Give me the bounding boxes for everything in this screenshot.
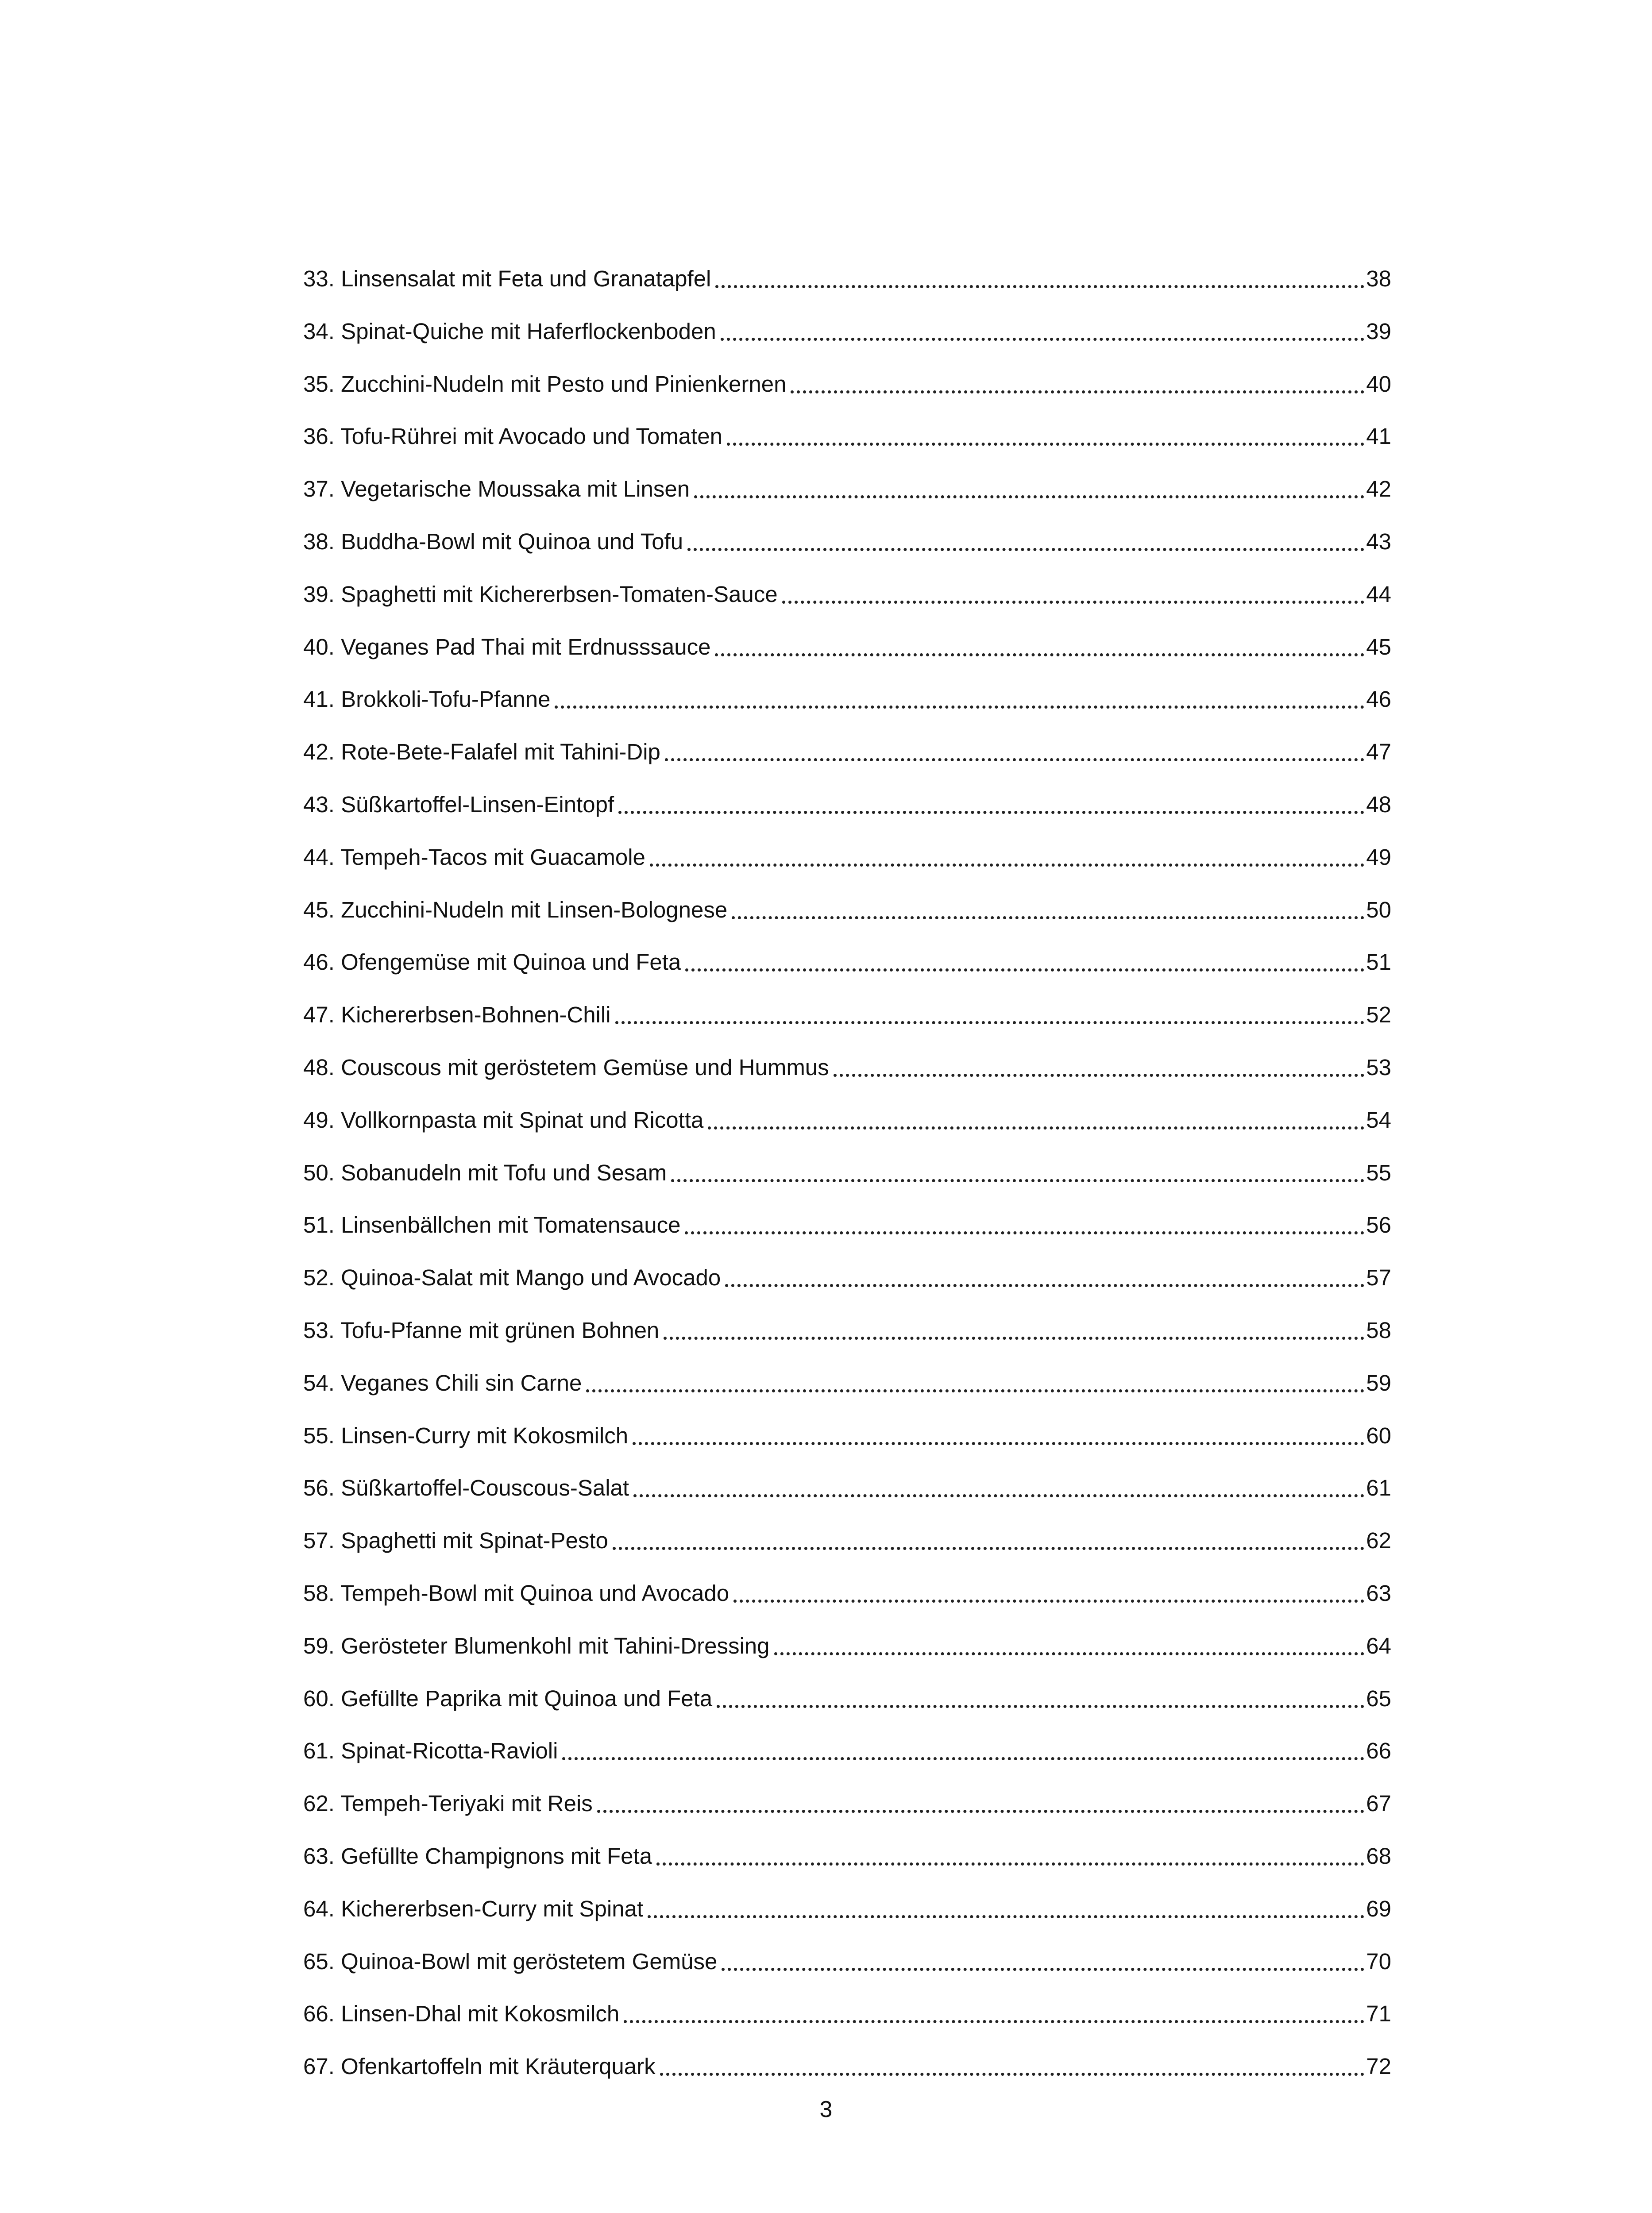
toc-entry-title: 59. Gerösteter Blumenkohl mit Tahini-Dressing [303, 1633, 770, 1658]
toc-entry-title: 41. Brokkoli-Tofu-Pfanne [303, 686, 551, 712]
toc-entry-page: 71 [1366, 2001, 1391, 2027]
toc-dot-leader [613, 1547, 1364, 1550]
toc-dot-leader [671, 1179, 1364, 1182]
toc-entry-title: 45. Zucchini-Nudeln mit Linsen-Bolognese [303, 897, 728, 922]
toc-entry-page: 39 [1366, 318, 1391, 344]
toc-entry-title: 37. Vegetarische Moussaka mit Linsen [303, 476, 690, 502]
toc-entry-title: 46. Ofengemüse mit Quinoa und Feta [303, 949, 681, 975]
toc-entry-title: 34. Spinat-Quiche mit Haferflockenboden [303, 318, 716, 344]
toc-dot-leader [633, 1494, 1364, 1497]
toc-entry[interactable] [303, 1786, 1391, 1821]
toc-dot-leader [586, 1389, 1364, 1392]
toc-entry-title: 55. Linsen-Curry mit Kokosmilch [303, 1423, 629, 1448]
toc-dot-leader [721, 338, 1365, 341]
toc-entry-page: 54 [1366, 1107, 1391, 1133]
toc-entry-page: 69 [1366, 1896, 1391, 1921]
toc-dot-leader [555, 706, 1364, 709]
toc-entry-page: 38 [1366, 266, 1391, 291]
toc-entry-title: 62. Tempeh-Teriyaki mit Reis [303, 1791, 593, 1816]
toc-dot-leader [633, 1442, 1364, 1445]
toc-entry-page: 56 [1366, 1212, 1391, 1238]
toc-entry-title: 67. Ofenkartoffeln mit Kräuterquark [303, 2054, 656, 2079]
toc-entry[interactable] [303, 1839, 1391, 1874]
toc-entry-title: 65. Quinoa-Bowl mit geröstetem Gemüse [303, 1948, 718, 1974]
toc-entry-title: 33. Linsensalat mit Feta und Granatapfel [303, 266, 711, 291]
toc-entry[interactable] [303, 1944, 1391, 1979]
toc-entry-title: 61. Spinat-Ricotta-Ravioli [303, 1738, 558, 1764]
toc-entry[interactable] [303, 682, 1391, 717]
toc-entry-page: 68 [1366, 1843, 1391, 1869]
toc-dot-leader [648, 1915, 1364, 1918]
toc-entry-title: 51. Linsenbällchen mit Tomatensauce [303, 1212, 681, 1238]
toc-dot-leader [618, 811, 1364, 814]
toc-entry-page: 65 [1366, 1685, 1391, 1711]
toc-entry-page: 43 [1366, 529, 1391, 554]
toc-entry[interactable] [303, 1365, 1391, 1401]
toc-entry[interactable] [303, 1576, 1391, 1611]
toc-entry[interactable] [303, 524, 1391, 559]
toc-entry-page: 63 [1366, 1581, 1391, 1606]
toc-entry[interactable] [303, 366, 1391, 402]
toc-entry-title: 57. Spaghetti mit Spinat-Pesto [303, 1528, 608, 1554]
toc-entry[interactable] [303, 629, 1391, 665]
toc-entry-page: 60 [1366, 1423, 1391, 1448]
toc-entry[interactable] [303, 314, 1391, 349]
toc-entry[interactable] [303, 261, 1391, 297]
toc-entry-title: 58. Tempeh-Bowl mit Quinoa und Avocado [303, 1581, 730, 1606]
toc-entry-page: 51 [1366, 949, 1391, 975]
toc-dot-leader [656, 1862, 1364, 1866]
toc-dot-leader [725, 1284, 1364, 1287]
toc-dot-leader [597, 1810, 1364, 1813]
toc-entry-title: 39. Spaghetti mit Kichererbsen-Tomaten-Sauce [303, 581, 778, 607]
toc-entry-title: 52. Quinoa-Salat mit Mango und Avocado [303, 1265, 721, 1291]
toc-dot-leader [694, 495, 1364, 498]
toc-entry-page: 49 [1366, 844, 1391, 870]
toc-dot-leader [650, 864, 1364, 867]
toc-entry-page: 47 [1366, 739, 1391, 765]
toc-entry-page: 70 [1366, 1948, 1391, 1974]
toc-dot-leader [733, 1600, 1364, 1603]
toc-entry-page: 58 [1366, 1318, 1391, 1343]
toc-entry-title: 43. Süßkartoffel-Linsen-Eintopf [303, 792, 614, 817]
toc-entry-page: 62 [1366, 1528, 1391, 1554]
toc-entry[interactable] [303, 997, 1391, 1033]
toc-entry[interactable] [303, 1207, 1391, 1243]
toc-entry[interactable] [303, 577, 1391, 612]
toc-entry-page: 46 [1366, 686, 1391, 712]
toc-dot-leader [732, 916, 1364, 919]
toc-entry[interactable] [303, 1733, 1391, 1769]
toc-dot-leader [562, 1757, 1364, 1760]
toc-entry[interactable] [303, 1050, 1391, 1085]
toc-entry-page: 66 [1366, 1738, 1391, 1764]
toc-entry-page: 72 [1366, 2054, 1391, 2079]
toc-entry-page: 40 [1366, 371, 1391, 397]
toc-dot-leader [715, 653, 1364, 656]
toc-entry-title: 60. Gefüllte Paprika mit Quinoa und Feta [303, 1685, 713, 1711]
toc-entry-title: 53. Tofu-Pfanne mit grünen Bohnen [303, 1318, 660, 1343]
toc-entry[interactable] [303, 1103, 1391, 1138]
toc-dot-leader [624, 2020, 1364, 2023]
toc-entry-title: 66. Linsen-Dhal mit Kokosmilch [303, 2001, 620, 2027]
toc-entry-page: 59 [1366, 1370, 1391, 1396]
toc-entry[interactable] [303, 471, 1391, 507]
toc-dot-leader [717, 1705, 1364, 1708]
toc-entry[interactable] [303, 1313, 1391, 1348]
toc-entry[interactable] [303, 945, 1391, 980]
toc-dot-leader [708, 1126, 1364, 1130]
toc-entry-title: 36. Tofu-Rührei mit Avocado und Tomaten [303, 424, 722, 449]
toc-entry-page: 64 [1366, 1633, 1391, 1658]
toc-dot-leader [834, 1074, 1365, 1077]
toc-dot-leader [774, 1652, 1365, 1655]
toc-entry-title: 63. Gefüllte Champignons mit Feta [303, 1843, 652, 1869]
toc-entry-title: 38. Buddha-Bowl mit Quinoa und Tofu [303, 529, 683, 554]
toc-entry-title: 35. Zucchini-Nudeln mit Pesto und Pinienkernen [303, 371, 787, 397]
toc-entry-title: 64. Kichererbsen-Curry mit Spinat [303, 1896, 644, 1921]
toc-dot-leader [685, 1231, 1364, 1234]
toc-entry-page: 48 [1366, 792, 1391, 817]
toc-entry-page: 53 [1366, 1055, 1391, 1080]
toc-dot-leader [665, 758, 1364, 761]
toc-entry[interactable] [303, 840, 1391, 875]
toc-entry-page: 55 [1366, 1160, 1391, 1185]
page-number: 3 [819, 2097, 833, 2122]
toc-entry-page: 50 [1366, 897, 1391, 922]
toc-entry-title: 48. Couscous mit geröstetem Gemüse und Hummus [303, 1055, 829, 1080]
toc-entry[interactable] [303, 1470, 1391, 1506]
toc-entry-title: 50. Sobanudeln mit Tofu und Sesam [303, 1160, 667, 1185]
toc-dot-leader [715, 285, 1364, 288]
toc-entry[interactable] [303, 1996, 1391, 2032]
toc-entry-page: 45 [1366, 634, 1391, 659]
toc-dot-leader [660, 2073, 1365, 2076]
toc-entry[interactable] [303, 1260, 1391, 1295]
toc-entry[interactable] [303, 1523, 1391, 1558]
toc-entry-page: 42 [1366, 476, 1391, 502]
toc-entry[interactable] [303, 1155, 1391, 1191]
toc-dot-leader [722, 1968, 1364, 1971]
toc-dot-leader [791, 390, 1364, 393]
toc-dot-leader [782, 601, 1365, 604]
toc-entry[interactable] [303, 1628, 1391, 1664]
toc-dot-leader [687, 548, 1364, 551]
toc-entry[interactable] [303, 734, 1391, 770]
toc-entry-title: 47. Kichererbsen-Bohnen-Chili [303, 1002, 611, 1028]
toc-dot-leader [664, 1337, 1364, 1340]
toc-entry-title: 56. Süßkartoffel-Couscous-Salat [303, 1475, 629, 1501]
toc-entry-page: 67 [1366, 1791, 1391, 1816]
toc-dot-leader [615, 1021, 1365, 1024]
toc-entry[interactable] [303, 1418, 1391, 1453]
toc-entry-title: 54. Veganes Chili sin Carne [303, 1370, 582, 1396]
toc-entry-page: 44 [1366, 581, 1391, 607]
toc-entry-title: 44. Tempeh-Tacos mit Guacamole [303, 844, 645, 870]
toc-entry[interactable] [303, 419, 1391, 454]
toc-entry[interactable] [303, 2049, 1391, 2084]
toc-entry-page: 52 [1366, 1002, 1391, 1028]
toc-entry[interactable] [303, 892, 1391, 928]
toc-entry-page: 57 [1366, 1265, 1391, 1291]
toc-entry-page: 41 [1366, 424, 1391, 449]
toc-entry[interactable] [303, 1681, 1391, 1716]
toc-entry-page: 61 [1366, 1475, 1391, 1501]
toc-dot-leader [727, 443, 1364, 446]
toc-entry[interactable] [303, 787, 1391, 822]
toc-dot-leader [685, 968, 1364, 972]
toc-entry-title: 40. Veganes Pad Thai mit Erdnusssauce [303, 634, 711, 659]
toc-entry[interactable] [303, 1891, 1391, 1927]
toc-entry-title: 42. Rote-Bete-Falafel mit Tahini-Dip [303, 739, 660, 765]
toc-entry-title: 49. Vollkornpasta mit Spinat und Ricotta [303, 1107, 704, 1133]
